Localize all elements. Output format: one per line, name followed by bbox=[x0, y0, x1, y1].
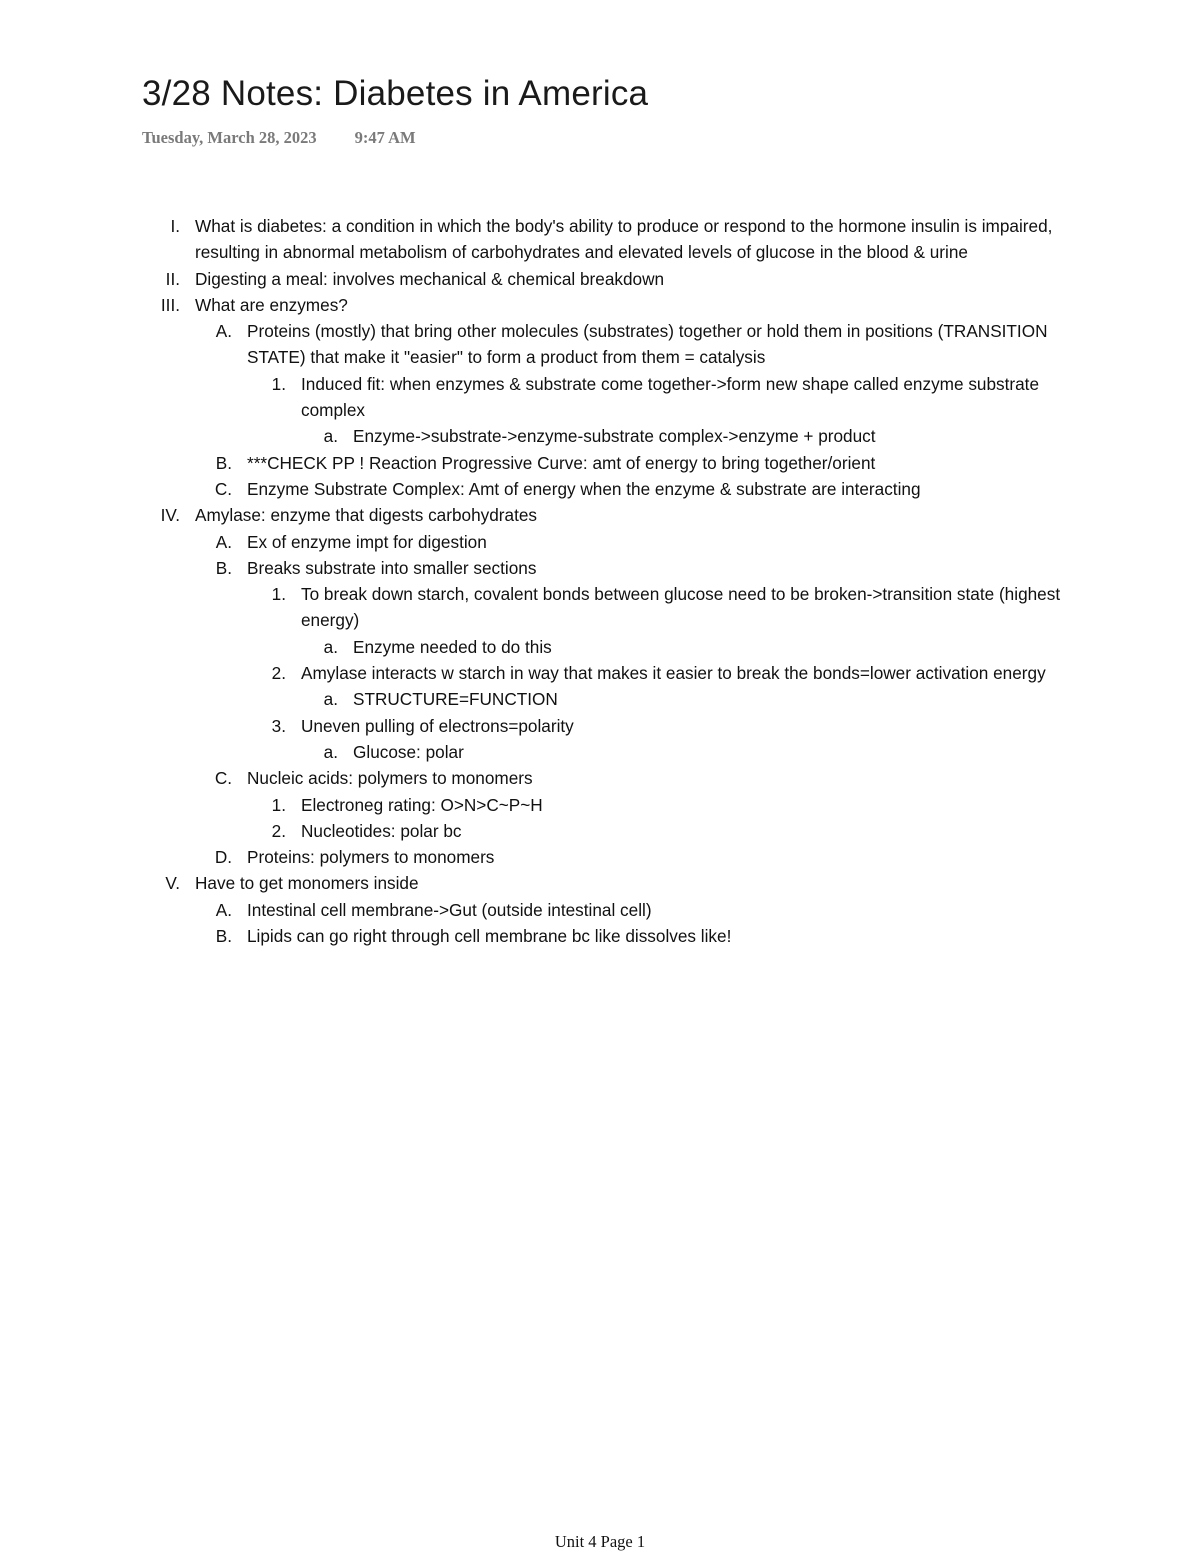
outline-text: Ex of enzyme impt for digestion bbox=[247, 531, 487, 552]
outline-item-level-1 bbox=[0, 292, 1065, 318]
outline-item-level-4 bbox=[0, 423, 1073, 449]
outline-text: Electroneg rating: O>N>C~P~H bbox=[301, 794, 543, 815]
outline-marker: I. bbox=[170, 216, 180, 236]
outline-item-level-2 bbox=[0, 923, 1077, 949]
outline-text: What is diabetes: a condition in which the body's ability to produce or respond to the hormone insulin is impaired, resulting in abnormal metabolism of carbohydrates and elevated levels of glucose in the blood & urine bbox=[195, 216, 1053, 263]
outline-text: Enzyme Substrate Complex: Amt of energy when the enzyme & substrate are interacting bbox=[247, 478, 921, 499]
outline-marker: IV. bbox=[160, 505, 180, 526]
outline-marker: a. bbox=[323, 741, 338, 762]
outline-marker: 2. bbox=[271, 820, 286, 841]
outline-item-level-2 bbox=[0, 555, 1077, 581]
outline-marker: B. bbox=[215, 557, 232, 578]
outline-marker: a. bbox=[323, 689, 338, 710]
outline-text: ***CHECK PP ! Reaction Progressive Curve: amt of energy to bring together/orient bbox=[247, 452, 876, 473]
page-footer: Unit 4 Page 1 bbox=[554, 1532, 646, 1551]
outline-marker: A. bbox=[215, 321, 232, 342]
outline-text: Digesting a meal: involves mechanical & chemical breakdown bbox=[195, 268, 665, 289]
outline-text: To break down starch, covalent bonds between glucose need to be broken->transition state (highest energy) bbox=[301, 584, 1061, 631]
outline-marker: B. bbox=[215, 452, 232, 473]
outline-item-level-1 bbox=[0, 502, 1065, 528]
outline-text: Intestinal cell membrane->Gut (outside intestinal cell) bbox=[247, 899, 652, 920]
page-time: 9:47 AM bbox=[354, 128, 416, 147]
outline-text: Glucose: polar bbox=[353, 741, 464, 762]
outline-text: Enzyme needed to do this bbox=[353, 636, 552, 657]
outline-text: Induced fit: when enzymes & substrate come together->form new shape called enzyme substrate complex bbox=[301, 373, 1040, 421]
outline-item-level-2 bbox=[0, 765, 1077, 791]
outline-marker: a. bbox=[323, 636, 338, 657]
outline-item-level-3 bbox=[0, 818, 1076, 844]
outline-item-level-2 bbox=[0, 897, 1077, 923]
outline-marker: 2. bbox=[271, 663, 286, 684]
outline-item-level-3 bbox=[0, 581, 1076, 634]
outline-item-level-3 bbox=[0, 371, 1076, 424]
outline-marker: 1. bbox=[271, 794, 286, 815]
outline-marker: C. bbox=[214, 768, 232, 789]
outline-item-level-2 bbox=[0, 844, 1077, 870]
outline-marker: 1. bbox=[271, 584, 286, 605]
outline-item-level-1 bbox=[0, 266, 1065, 292]
outline-text: Breaks substrate into smaller sections bbox=[247, 557, 537, 578]
outline-text: Nucleic acids: polymers to monomers bbox=[247, 768, 533, 789]
outline-item-level-2 bbox=[0, 529, 1077, 555]
outline-marker: II. bbox=[165, 268, 180, 289]
outline-text: Uneven pulling of electrons=polarity bbox=[301, 715, 574, 736]
outline-marker: V. bbox=[165, 873, 180, 894]
outline-marker: A. bbox=[215, 899, 232, 920]
outline-marker: a. bbox=[323, 426, 338, 447]
outline-text: Proteins (mostly) that bring other molecules (substrates) together or hold them in positions (TRANSITION STATE) that make it "easier" to form a product from them = catalysis bbox=[247, 321, 1048, 368]
outline-item-level-1 bbox=[0, 213, 1065, 266]
outline-marker: III. bbox=[160, 294, 180, 315]
outline-item-level-3 bbox=[0, 660, 1076, 686]
outline-marker: 3. bbox=[271, 715, 286, 736]
outline-marker: B. bbox=[215, 926, 232, 947]
outline-item-level-2 bbox=[0, 476, 1077, 502]
outline-marker: 1. bbox=[271, 373, 286, 394]
outline-item-level-4 bbox=[0, 739, 1073, 765]
outline-marker: A. bbox=[215, 531, 232, 552]
outline-text: Proteins: polymers to monomers bbox=[247, 847, 495, 868]
outline-text: Lipids can go right through cell membrane bc like dissolves like! bbox=[247, 926, 732, 947]
outline-marker: C. bbox=[214, 478, 232, 499]
outline-marker: D. bbox=[214, 847, 232, 868]
page-meta bbox=[142, 128, 416, 148]
outline-item-level-2 bbox=[0, 450, 1077, 476]
page-title: 3/28 Notes: Diabetes in America bbox=[142, 74, 649, 113]
outline-text: Nucleotides: polar bc bbox=[301, 820, 462, 841]
outline-text: Amylase: enzyme that digests carbohydrates bbox=[195, 505, 538, 526]
outline-text: Enzyme->substrate->enzyme-substrate complex->enzyme + product bbox=[353, 426, 876, 447]
page-date: Tuesday, March 28, 2023 bbox=[142, 128, 317, 147]
outline-item-level-4 bbox=[0, 686, 1073, 712]
outline-item-level-3 bbox=[0, 792, 1076, 818]
outline-text: What are enzymes? bbox=[195, 294, 348, 315]
outline-item-level-4 bbox=[0, 634, 1073, 660]
outline-item-level-1 bbox=[0, 870, 1065, 896]
notes-outline bbox=[0, 213, 1200, 949]
outline-text: Amylase interacts w starch in way that makes it easier to break the bonds=lower activation energy bbox=[301, 663, 1046, 684]
outline-text: STRUCTURE=FUNCTION bbox=[353, 689, 558, 710]
outline-text: Have to get monomers inside bbox=[195, 873, 419, 894]
outline-item-level-3 bbox=[0, 713, 1076, 739]
outline-item-level-2 bbox=[0, 318, 1077, 371]
